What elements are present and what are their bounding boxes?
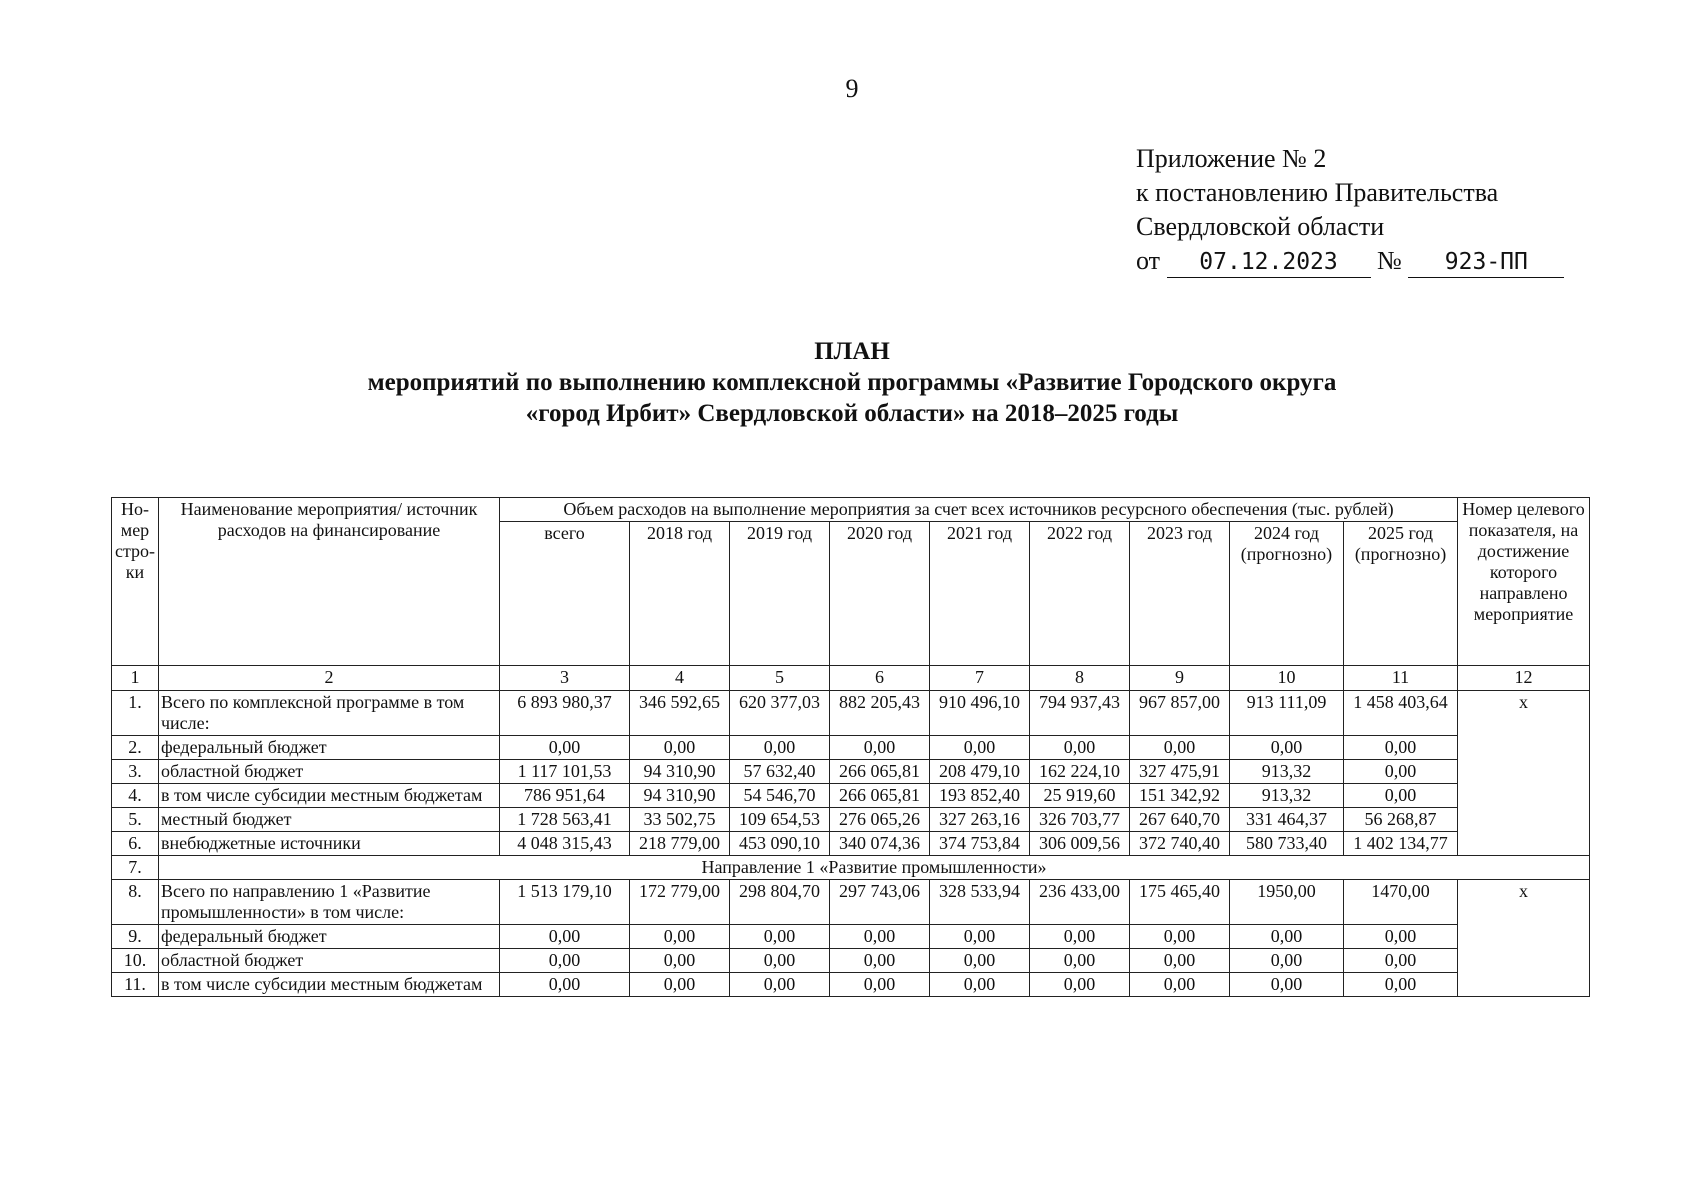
row-value: 0,00 xyxy=(830,973,930,997)
table-row xyxy=(112,736,1590,760)
column-number: 1 xyxy=(112,666,159,691)
table-row xyxy=(112,784,1590,808)
decree-date: 07.12.2023 xyxy=(1167,247,1371,278)
row-value: 0,00 xyxy=(930,736,1030,760)
target-indicator: х xyxy=(1458,880,1590,997)
column-number: 2 xyxy=(159,666,500,691)
row-value: 0,00 xyxy=(1130,736,1230,760)
row-value: 0,00 xyxy=(1030,973,1130,997)
row-value: 327 475,91 xyxy=(1130,760,1230,784)
row-value: 151 342,92 xyxy=(1130,784,1230,808)
row-value: 0,00 xyxy=(930,925,1030,949)
row-number: 2. xyxy=(112,736,159,760)
row-name: местный бюджет xyxy=(159,808,500,832)
row-value: 0,00 xyxy=(1230,973,1344,997)
row-value: 1 728 563,41 xyxy=(500,808,630,832)
row-value: 372 740,40 xyxy=(1130,832,1230,856)
header-row-number: Но-мер стро-ки xyxy=(112,498,159,666)
row-value: 0,00 xyxy=(1030,736,1130,760)
row-number: 9. xyxy=(112,925,159,949)
row-value: 967 857,00 xyxy=(1130,691,1230,736)
row-value: 306 009,56 xyxy=(1030,832,1130,856)
row-name: федеральный бюджет xyxy=(159,925,500,949)
row-value: 54 546,70 xyxy=(730,784,830,808)
row-value: 0,00 xyxy=(500,736,630,760)
row-value: 0,00 xyxy=(730,925,830,949)
document-title xyxy=(0,336,1704,429)
row-value: 0,00 xyxy=(1230,949,1344,973)
row-value: 580 733,40 xyxy=(1230,832,1344,856)
column-number: 8 xyxy=(1030,666,1130,691)
column-number: 6 xyxy=(830,666,930,691)
appendix-line-2: к постановлению Правительства xyxy=(1136,178,1499,207)
row-value: 56 268,87 xyxy=(1344,808,1458,832)
row-value: 0,00 xyxy=(630,949,730,973)
row-number: 6. xyxy=(112,832,159,856)
row-number: 3. xyxy=(112,760,159,784)
header-2023: 2023 год xyxy=(1130,522,1230,666)
row-value: 297 743,06 xyxy=(830,880,930,925)
column-numbers-row xyxy=(112,666,1590,691)
column-number: 10 xyxy=(1230,666,1344,691)
row-value: 913 111,09 xyxy=(1230,691,1344,736)
row-name: Всего по направлению 1 «Развитие промышленности» в том числе: xyxy=(159,880,500,925)
column-number: 12 xyxy=(1458,666,1590,691)
header-2021: 2021 год xyxy=(930,522,1030,666)
row-value: 276 065,26 xyxy=(830,808,930,832)
row-name: в том числе субсидии местным бюджетам xyxy=(159,973,500,997)
appendix-line-1: Приложение № 2 xyxy=(1136,144,1327,173)
row-value: 267 640,70 xyxy=(1130,808,1230,832)
table-row xyxy=(112,880,1590,925)
row-value: 0,00 xyxy=(1344,760,1458,784)
row-value: 326 703,77 xyxy=(1030,808,1130,832)
row-value: 882 205,43 xyxy=(830,691,930,736)
row-value: 0,00 xyxy=(1030,925,1130,949)
row-value: 340 074,36 xyxy=(830,832,930,856)
row-value: 0,00 xyxy=(500,925,630,949)
row-value: 913,32 xyxy=(1230,760,1344,784)
row-value: 1 458 403,64 xyxy=(1344,691,1458,736)
row-value: 1950,00 xyxy=(1230,880,1344,925)
header-2022: 2022 год xyxy=(1030,522,1130,666)
section-title: Направление 1 «Развитие промышленности» xyxy=(159,856,1590,880)
appendix-date-line xyxy=(1136,244,1564,278)
column-number: 3 xyxy=(500,666,630,691)
row-value: 0,00 xyxy=(1130,925,1230,949)
number-label: № xyxy=(1377,246,1402,275)
header-total: всего xyxy=(500,522,630,666)
header-target: Номер целевого показателя, на достижение которого направлено мероприятие xyxy=(1458,498,1590,666)
row-value: 0,00 xyxy=(930,973,1030,997)
row-value: 0,00 xyxy=(1344,784,1458,808)
row-value: 162 224,10 xyxy=(1030,760,1130,784)
row-value: 175 465,40 xyxy=(1130,880,1230,925)
row-number: 11. xyxy=(112,973,159,997)
row-value: 0,00 xyxy=(730,949,830,973)
header-volume: Объем расходов на выполнение мероприятия за счет всех источников ресурсного обеспечения (тыс. рублей) xyxy=(500,498,1458,522)
header-2024: 2024 год (прогнозно) xyxy=(1230,522,1344,666)
column-number: 7 xyxy=(930,666,1030,691)
row-value: 0,00 xyxy=(1130,973,1230,997)
title-line-3: «город Ирбит» Свердловской области» на 2018–2025 годы xyxy=(525,400,1179,427)
row-value: 0,00 xyxy=(1344,973,1458,997)
row-value: 331 464,37 xyxy=(1230,808,1344,832)
row-name: областной бюджет xyxy=(159,949,500,973)
row-number: 8. xyxy=(112,880,159,925)
row-value: 208 479,10 xyxy=(930,760,1030,784)
row-value: 0,00 xyxy=(1344,925,1458,949)
column-number: 5 xyxy=(730,666,830,691)
column-number: 11 xyxy=(1344,666,1458,691)
column-number: 4 xyxy=(630,666,730,691)
row-number: 7. xyxy=(112,856,159,880)
row-name: областной бюджет xyxy=(159,760,500,784)
row-value: 94 310,90 xyxy=(630,784,730,808)
row-value: 0,00 xyxy=(1030,949,1130,973)
row-value: 0,00 xyxy=(730,736,830,760)
appendix-line-3: Свердловской области xyxy=(1136,212,1385,241)
row-value: 109 654,53 xyxy=(730,808,830,832)
row-value: 0,00 xyxy=(830,925,930,949)
row-value: 1 402 134,77 xyxy=(1344,832,1458,856)
table-row xyxy=(112,760,1590,784)
row-value: 298 804,70 xyxy=(730,880,830,925)
page-number: 9 xyxy=(845,74,859,103)
row-number: 4. xyxy=(112,784,159,808)
row-value: 1 117 101,53 xyxy=(500,760,630,784)
table-row xyxy=(112,949,1590,973)
row-value: 0,00 xyxy=(830,949,930,973)
row-value: 786 951,64 xyxy=(500,784,630,808)
row-number: 1. xyxy=(112,691,159,736)
row-value: 328 533,94 xyxy=(930,880,1030,925)
column-number: 9 xyxy=(1130,666,1230,691)
row-value: 1470,00 xyxy=(1344,880,1458,925)
row-value: 0,00 xyxy=(630,925,730,949)
row-value: 4 048 315,43 xyxy=(500,832,630,856)
row-value: 453 090,10 xyxy=(730,832,830,856)
title-line-2: мероприятий по выполнению комплексной программы «Развитие Городского округа xyxy=(367,369,1337,396)
row-value: 6 893 980,37 xyxy=(500,691,630,736)
target-indicator: х xyxy=(1458,691,1590,856)
row-value: 0,00 xyxy=(930,949,1030,973)
row-value: 794 937,43 xyxy=(1030,691,1130,736)
table-row xyxy=(112,925,1590,949)
row-value: 33 502,75 xyxy=(630,808,730,832)
appendix-block xyxy=(1136,142,1564,278)
row-value: 346 592,65 xyxy=(630,691,730,736)
plan-table xyxy=(111,497,1590,997)
row-value: 94 310,90 xyxy=(630,760,730,784)
table-row xyxy=(112,973,1590,997)
row-value: 266 065,81 xyxy=(830,760,930,784)
table-row xyxy=(112,691,1590,736)
row-value: 0,00 xyxy=(1130,949,1230,973)
row-value: 57 632,40 xyxy=(730,760,830,784)
row-value: 0,00 xyxy=(730,973,830,997)
row-value: 327 263,16 xyxy=(930,808,1030,832)
row-value: 0,00 xyxy=(500,973,630,997)
row-value: 236 433,00 xyxy=(1030,880,1130,925)
header-2025: 2025 год (прогнозно) xyxy=(1344,522,1458,666)
header-name: Наименование мероприятия/ источник расходов на финансирование xyxy=(159,498,500,666)
row-value: 193 852,40 xyxy=(930,784,1030,808)
row-value: 266 065,81 xyxy=(830,784,930,808)
row-value: 0,00 xyxy=(500,949,630,973)
table-row xyxy=(112,832,1590,856)
row-value: 913,32 xyxy=(1230,784,1344,808)
header-2020: 2020 год xyxy=(830,522,930,666)
row-value: 0,00 xyxy=(630,973,730,997)
header-row-1 xyxy=(112,498,1590,522)
row-value: 0,00 xyxy=(1344,949,1458,973)
row-value: 0,00 xyxy=(630,736,730,760)
row-name: федеральный бюджет xyxy=(159,736,500,760)
row-value: 25 919,60 xyxy=(1030,784,1130,808)
table-row xyxy=(112,808,1590,832)
row-name: Всего по комплексной программе в том числе: xyxy=(159,691,500,736)
from-label: от xyxy=(1136,246,1161,275)
row-value: 374 753,84 xyxy=(930,832,1030,856)
row-number: 5. xyxy=(112,808,159,832)
row-value: 1 513 179,10 xyxy=(500,880,630,925)
decree-number: 923-ПП xyxy=(1408,247,1564,278)
header-2018: 2018 год xyxy=(630,522,730,666)
row-name: в том числе субсидии местным бюджетам xyxy=(159,784,500,808)
row-value: 218 779,00 xyxy=(630,832,730,856)
header-2019: 2019 год xyxy=(730,522,830,666)
row-value: 910 496,10 xyxy=(930,691,1030,736)
row-name: внебюджетные источники xyxy=(159,832,500,856)
title-line-1: ПЛАН xyxy=(814,338,890,365)
row-number: 10. xyxy=(112,949,159,973)
row-value: 0,00 xyxy=(830,736,930,760)
row-value: 620 377,03 xyxy=(730,691,830,736)
row-value: 0,00 xyxy=(1230,736,1344,760)
row-value: 0,00 xyxy=(1344,736,1458,760)
row-value: 172 779,00 xyxy=(630,880,730,925)
section-row xyxy=(112,856,1590,880)
row-value: 0,00 xyxy=(1230,925,1344,949)
